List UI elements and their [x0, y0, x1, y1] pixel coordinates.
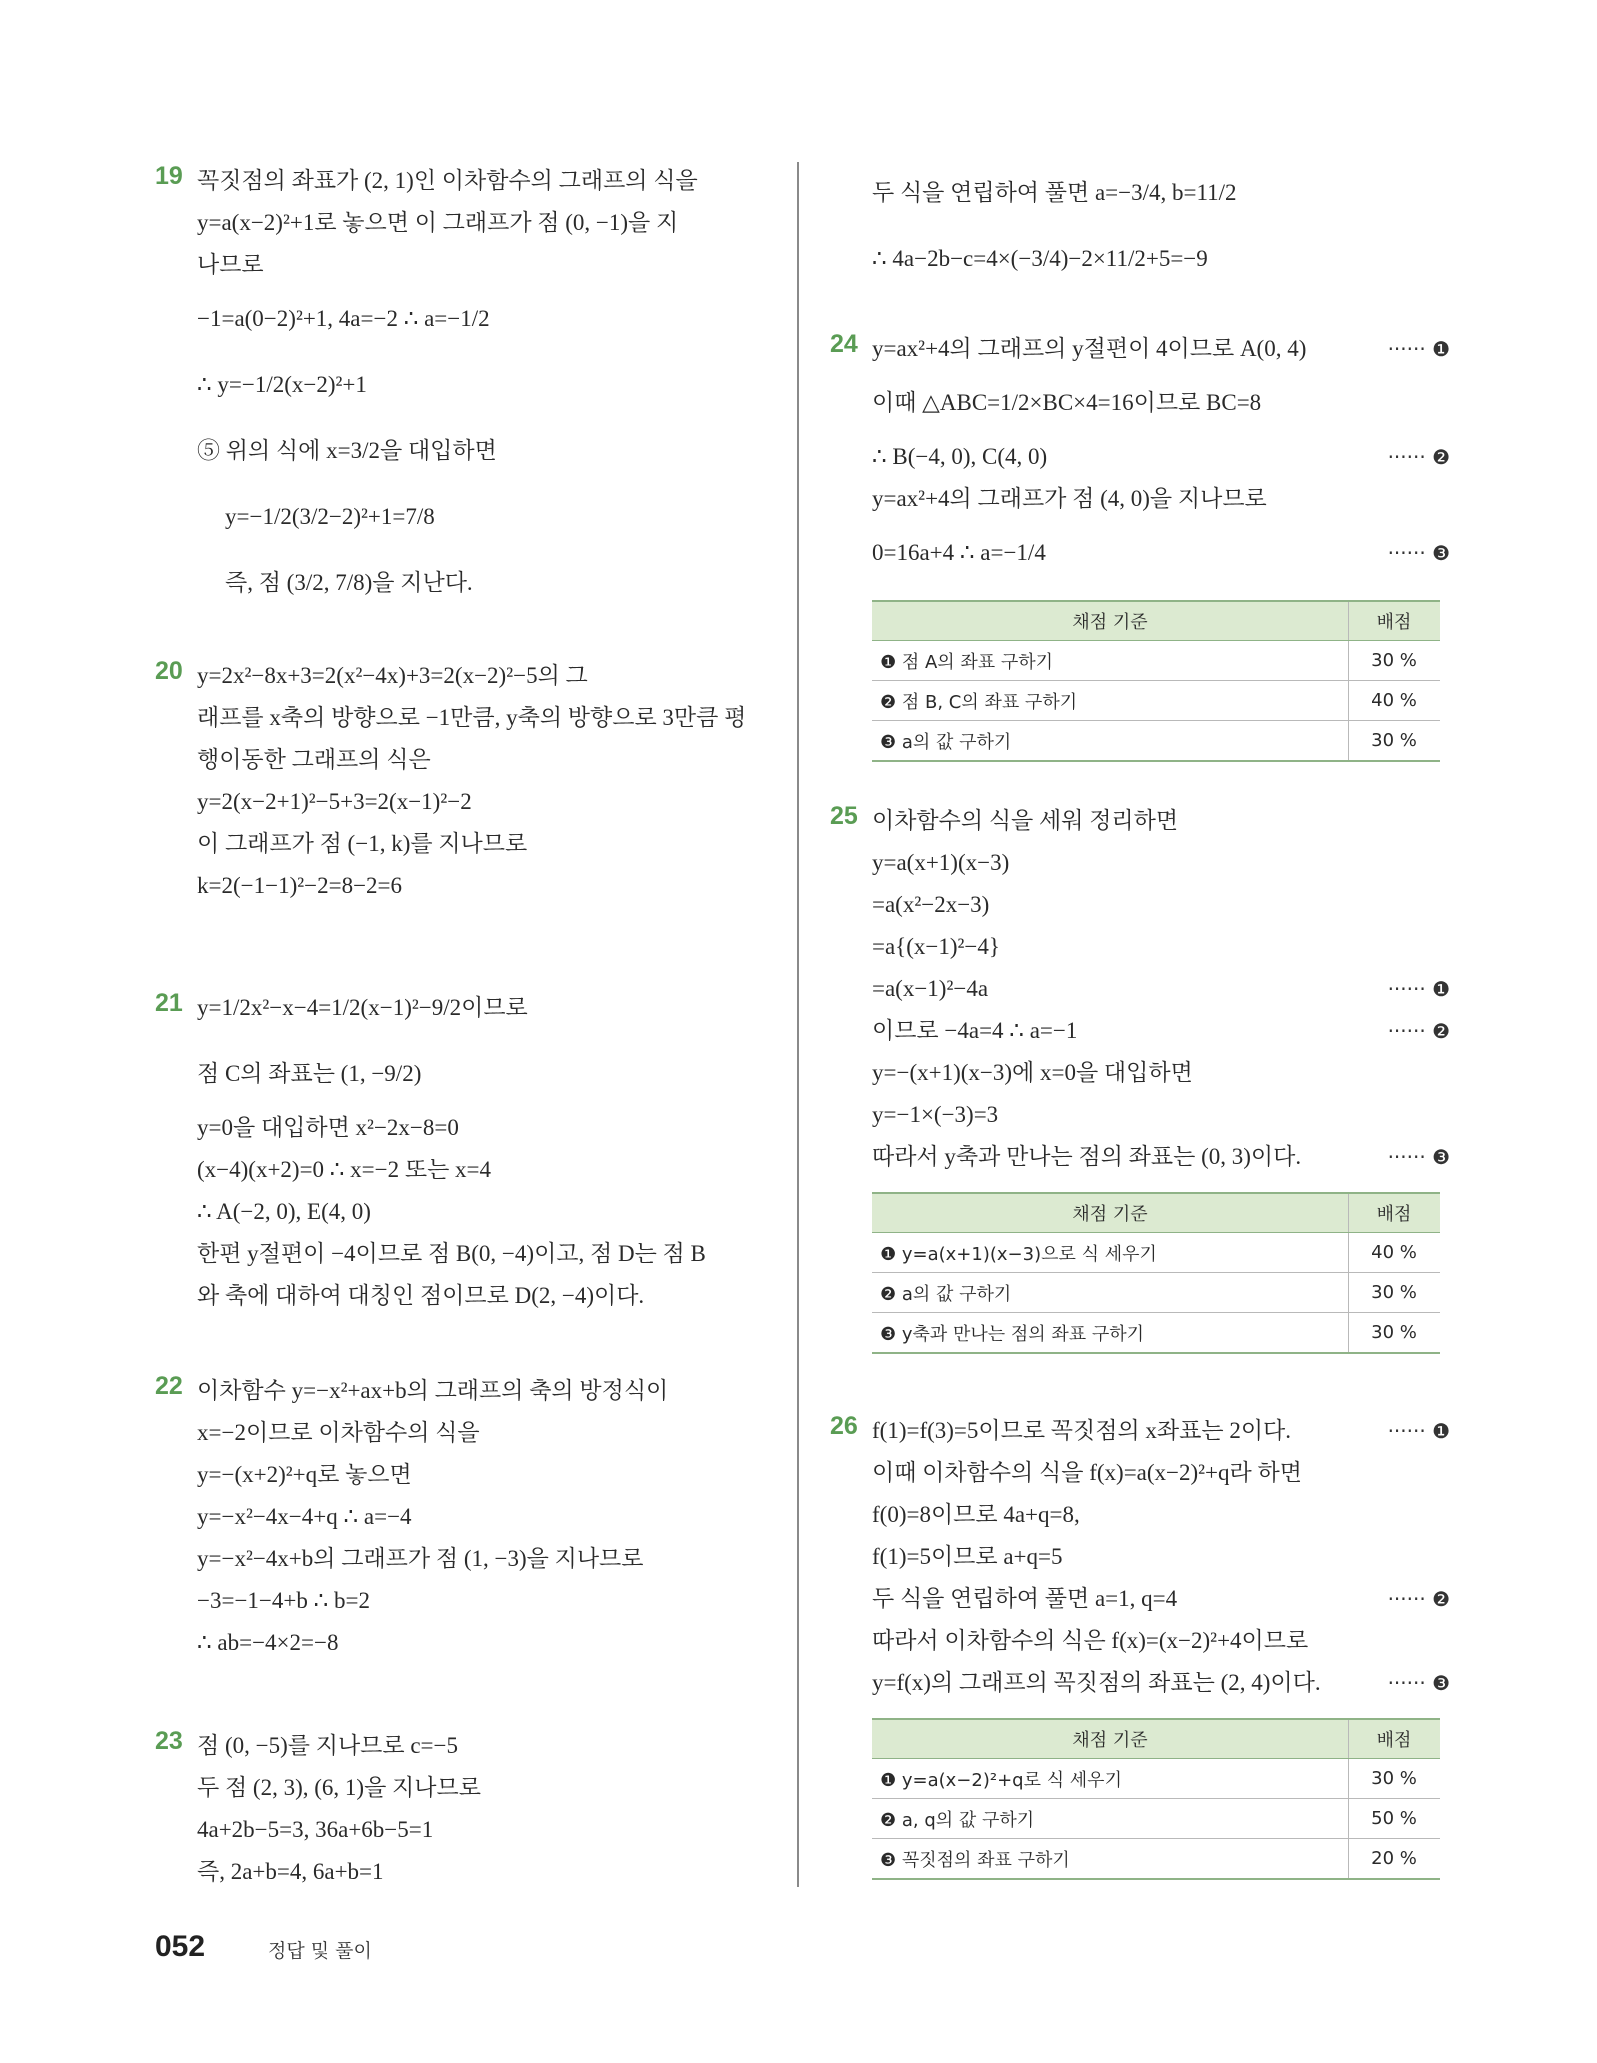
table-header-row: [872, 601, 1440, 641]
line-text: 두 식을 연립하여 풀면 a=1, q=4: [872, 1586, 1178, 1611]
table-cell: ❶ 점 A의 좌표 구하기: [872, 641, 1349, 681]
table-cell: 30 %: [1349, 1273, 1441, 1313]
solution-line: [872, 842, 1450, 884]
table-header: 배점: [1349, 601, 1441, 641]
solution-body: [872, 800, 1450, 1354]
solution-line: y=−(x+2)²+q로 놓으면: [197, 1462, 412, 1487]
line-text: ∴ B(−4, 0), C(4, 0): [872, 444, 1048, 469]
solution-body: [872, 1410, 1450, 1880]
solution-line: 나므로: [197, 252, 264, 277]
solution-line: [872, 1010, 1450, 1052]
solution-line: x=−2이므로 이차함수의 식을: [197, 1420, 480, 1445]
solution-line: k=2(−1−1)²−2=8−2=6: [197, 873, 403, 898]
solution-line: y=2x²−8x+3=2(x²−4x)+3=2(x−2)²−5의 그: [197, 663, 588, 688]
table-cell: ❸ 꼭짓점의 좌표 구하기: [872, 1839, 1349, 1880]
solution-line: 점 (0, −5)를 지나므로 c=−5: [197, 1733, 458, 1758]
line-text: 이므로 −4a=4 ∴ a=−1: [872, 1018, 1078, 1043]
table-row: [872, 1759, 1440, 1799]
solution-line: 행이동한 그래프의 식은: [197, 747, 431, 772]
solution-line: [872, 1620, 1450, 1662]
line-text: 따라서 이차함수의 식은 f(x)=(x−2)²+4이므로: [872, 1628, 1309, 1653]
solution-line: ∴ ab=−4×2=−8: [197, 1630, 339, 1655]
solution-line: 두 식을 연립하여 풀면 a=−3/4, b=11/2: [872, 180, 1237, 205]
step-marker: ······ ❶: [1387, 337, 1450, 361]
solution-line: [872, 1578, 1450, 1620]
grading-table: [872, 1718, 1440, 1880]
solution-line: y=1/2x²−x−4=1/2(x−1)²−9/2이므로: [197, 995, 528, 1020]
problem-number: 19: [155, 162, 183, 190]
table-header-row: [872, 1719, 1440, 1759]
line-text: =a{(x−1)²−4}: [872, 934, 1000, 959]
solution-body: [197, 655, 775, 907]
step-marker: ······ ❶: [1387, 977, 1450, 1001]
line-text: y=f(x)의 그래프의 꼭짓점의 좌표는 (2, 4)이다.: [872, 1670, 1321, 1695]
problem-number: 21: [155, 989, 183, 1017]
solution-line: 한편 y절편이 −4이므로 점 B(0, −4)이고, 점 D는 점 B: [197, 1241, 706, 1266]
table-cell: 30 %: [1349, 721, 1441, 762]
step-marker: ······ ❶: [1387, 1419, 1450, 1443]
footer-label: 정답 및 풀이: [268, 1940, 372, 1962]
line-text: 이때 △ABC=1/2×BC×4=16이므로 BC=8: [872, 390, 1262, 415]
solution-line: [872, 1136, 1450, 1178]
solution-line: [872, 436, 1450, 478]
table-cell: 20 %: [1349, 1839, 1441, 1880]
solution-body: [197, 1725, 775, 1893]
solution-body: [197, 1370, 775, 1664]
table-cell: ❷ 점 B, C의 좌표 구하기: [872, 681, 1349, 721]
table-cell: ❷ a의 값 구하기: [872, 1273, 1349, 1313]
solution-line: 즉, 2a+b=4, 6a+b=1: [197, 1859, 384, 1884]
solution-line: y=a(x−2)²+1로 놓으면 이 그래프가 점 (0, −1)을 지: [197, 210, 679, 235]
line-text: =a(x²−2x−3): [872, 892, 990, 917]
table-row: [872, 1273, 1440, 1313]
table-cell: 30 %: [1349, 1313, 1441, 1354]
solution-line: [872, 1662, 1450, 1704]
line-text: f(1)=f(3)=5이므로 꼭짓점의 x좌표는 2이다.: [872, 1418, 1292, 1443]
problem-number: 24: [830, 330, 858, 358]
problem-number: 26: [830, 1412, 858, 1440]
solution-line: 꼭짓점의 좌표가 (2, 1)인 이차함수의 그래프의 식을: [197, 168, 698, 193]
step-marker: ······ ❷: [1387, 1019, 1450, 1043]
line-text: y=a(x+1)(x−3): [872, 850, 1010, 875]
solution-line: [872, 926, 1450, 968]
line-text: f(0)=8이므로 4a+q=8,: [872, 1502, 1080, 1527]
solution-line: (x−4)(x+2)=0 ∴ x=−2 또는 x=4: [197, 1157, 492, 1182]
line-text: y=−1×(−3)=3: [872, 1102, 999, 1127]
grading-table: [872, 600, 1440, 762]
solution-line: y=−x²−4x−4+q ∴ a=−4: [197, 1504, 412, 1529]
step-marker: ······ ❷: [1387, 1587, 1450, 1611]
solution-line: 즉, 점 (3/2, 7/8)을 지난다.: [225, 570, 473, 595]
table-header: 배점: [1349, 1719, 1441, 1759]
line-text: y=−(x+1)(x−3)에 x=0을 대입하면: [872, 1060, 1193, 1085]
step-marker: ······ ❸: [1387, 541, 1450, 565]
step-marker: ······ ❸: [1387, 1671, 1450, 1695]
table-cell: ❸ a의 값 구하기: [872, 721, 1349, 762]
table-header: 채점 기준: [872, 1193, 1349, 1233]
table-cell: 30 %: [1349, 1759, 1441, 1799]
table-cell: 30 %: [1349, 641, 1441, 681]
solution-line: [872, 1494, 1450, 1536]
column-divider: [797, 162, 799, 1887]
solution-line: [872, 478, 1450, 520]
line-text: 이차함수의 식을 세워 정리하면: [872, 808, 1179, 833]
table-row: [872, 721, 1440, 762]
step-marker: ······ ❷: [1387, 445, 1450, 469]
solution-line: ∴ y=−1/2(x−2)²+1: [197, 372, 367, 397]
table-header-row: [872, 1193, 1440, 1233]
page-number: 052: [155, 1930, 206, 1963]
table-cell: ❶ y=a(x+1)(x−3)으로 식 세우기: [872, 1233, 1349, 1273]
solution-line: ∴ 4a−2b−c=4×(−3/4)−2×11/2+5=−9: [872, 246, 1208, 271]
problem-number: 23: [155, 1727, 183, 1755]
solution-line: 점 C의 좌표는 (1, −9/2): [197, 1061, 422, 1086]
table-header: 채점 기준: [872, 1719, 1349, 1759]
table-header: 배점: [1349, 1193, 1441, 1233]
table-row: [872, 1839, 1440, 1880]
line-text: f(1)=5이므로 a+q=5: [872, 1544, 1063, 1569]
solution-body: [872, 328, 1450, 762]
table-cell: ❸ y축과 만나는 점의 좌표 구하기: [872, 1313, 1349, 1354]
solution-line: [872, 370, 1450, 436]
solution-line: −3=−1−4+b ∴ b=2: [197, 1588, 370, 1613]
table-cell: 40 %: [1349, 681, 1441, 721]
solution-line: 4a+2b−5=3, 36a+6b−5=1: [197, 1817, 434, 1842]
problem-number: 20: [155, 657, 183, 685]
step-marker: ······ ❸: [1387, 1145, 1450, 1169]
table-row: [872, 681, 1440, 721]
solution-line: [872, 968, 1450, 1010]
table-row: [872, 1313, 1440, 1354]
table-cell: 50 %: [1349, 1799, 1441, 1839]
solution-line: [872, 884, 1450, 926]
solution-line: [872, 520, 1450, 586]
solution-line: y=2(x−2+1)²−5+3=2(x−1)²−2: [197, 789, 472, 814]
solution-line: 두 점 (2, 3), (6, 1)을 지나므로: [197, 1775, 481, 1800]
solution-body: [197, 975, 775, 1317]
solution-line: [872, 1052, 1450, 1094]
table-row: [872, 641, 1440, 681]
line-text: =a(x−1)²−4a: [872, 976, 989, 1001]
line-text: 이때 이차함수의 식을 f(x)=a(x−2)²+q라 하면: [872, 1460, 1302, 1485]
line-text: y=ax²+4의 그래프의 y절편이 4이므로 A(0, 4): [872, 336, 1307, 361]
table-cell: ❷ a, q의 값 구하기: [872, 1799, 1349, 1839]
solution-line: [872, 328, 1450, 370]
solution-line: y=−1/2(3/2−2)²+1=7/8: [225, 504, 435, 529]
solution-line: ∴ A(−2, 0), E(4, 0): [197, 1199, 371, 1224]
solution-body: [872, 160, 1450, 292]
solution-line: y=−x²−4x+b의 그래프가 점 (1, −3)을 지나므로: [197, 1546, 644, 1571]
solution-line: y=0을 대입하면 x²−2x−8=0: [197, 1115, 459, 1140]
line-text: 0=16a+4 ∴ a=−1/4: [872, 540, 1046, 565]
solution-line: [872, 1094, 1450, 1136]
solution-line: 이차함수 y=−x²+ax+b의 그래프의 축의 방정식이: [197, 1378, 669, 1403]
solution-line: 이 그래프가 점 (−1, k)를 지나므로: [197, 831, 528, 856]
solution-line: −1=a(0−2)²+1, 4a=−2 ∴ a=−1/2: [197, 306, 490, 331]
problem-number: 25: [830, 802, 858, 830]
grading-table: [872, 1192, 1440, 1354]
solution-line: 와 축에 대하여 대칭인 점이므로 D(2, −4)이다.: [197, 1283, 645, 1308]
solution-line: [872, 800, 1450, 842]
table-cell: 40 %: [1349, 1233, 1441, 1273]
table-row: [872, 1233, 1440, 1273]
table-cell: ❶ y=a(x−2)²+q로 식 세우기: [872, 1759, 1349, 1799]
line-text: y=ax²+4의 그래프가 점 (4, 0)을 지나므로: [872, 486, 1267, 511]
solution-line: 래프를 x축의 방향으로 −1만큼, y축의 방향으로 3만큼 평: [197, 705, 747, 730]
table-header: 채점 기준: [872, 601, 1349, 641]
solution-line: [872, 1452, 1450, 1494]
line-text: 따라서 y축과 만나는 점의 좌표는 (0, 3)이다.: [872, 1144, 1302, 1169]
problem-number: 22: [155, 1372, 183, 1400]
solution-body: [197, 160, 775, 616]
table-row: [872, 1799, 1440, 1839]
solution-line: [872, 1410, 1450, 1452]
solution-line: [872, 1536, 1450, 1578]
solution-line: ⑤ 위의 식에 x=3/2을 대입하면: [197, 438, 497, 463]
